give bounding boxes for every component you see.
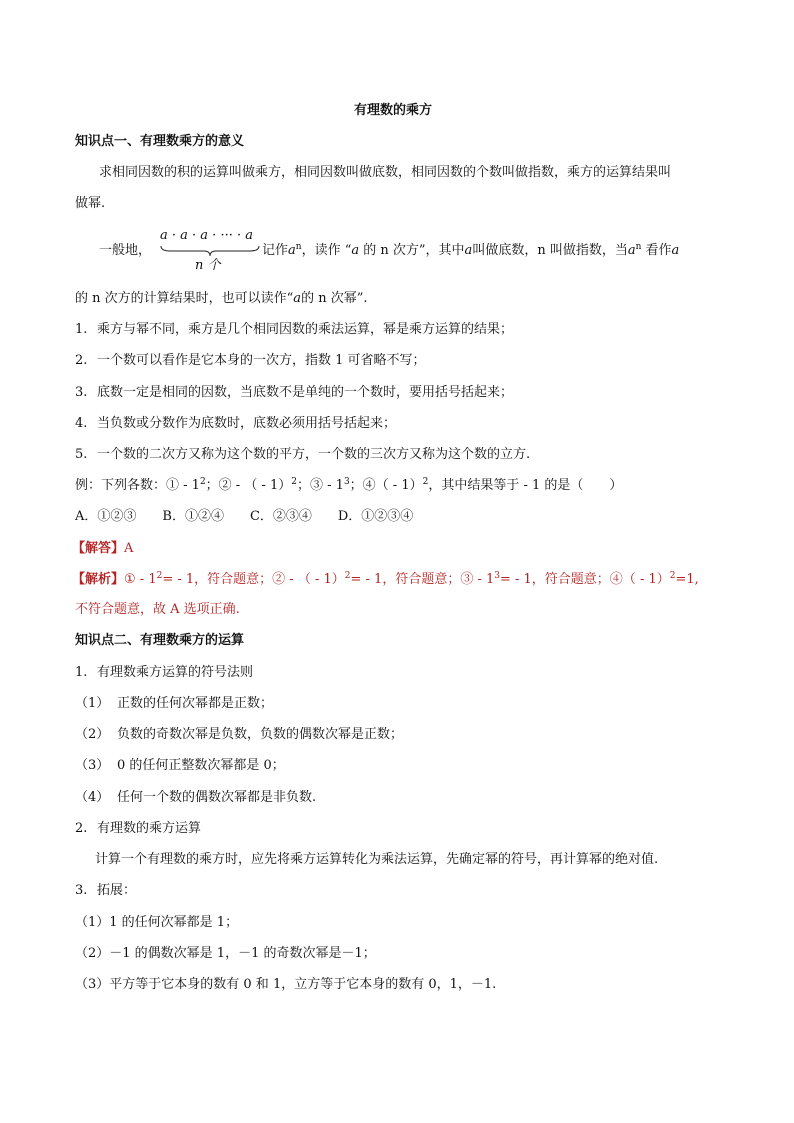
answer-value: A: [124, 541, 134, 556]
analysis-line-2: 不符合题意，故 A 选项正确.: [75, 602, 240, 617]
sub3-title: 3. 拓展：: [75, 883, 137, 898]
list-item: 2. 一个数可以看作是它本身的一次方，指数 1 可省略不写；: [75, 353, 426, 368]
extension-item: （2）－1 的偶数次幂是 1，－1 的奇数次幂是－1；: [75, 946, 376, 961]
list-item: 4. 当负数或分数作为底数时，底数必须用括号括起来；: [75, 416, 397, 431]
rule-item: （1） 正数的任何次幂都是正数；: [75, 696, 274, 711]
sub2-title: 2. 有理数的乘方运算: [75, 821, 202, 836]
rule-item: （3） 0 的任何正整数次幂都是 0；: [75, 758, 285, 773]
repeated-factors: a · a · a · ··· · a: [160, 228, 253, 243]
rule-item: （4） 任何一个数的偶数次幂都是非负数.: [75, 790, 317, 805]
definition-line-1: 求相同因数的积的运算叫做乘方，相同因数叫做底数，相同因数的个数叫做指数，乘方的运算结果叫: [99, 165, 672, 180]
definition-line-2: 做幂.: [75, 196, 106, 211]
example-question: 例：下列各数：① - $1^2$；② - （ - 1）$^2$；③ - $1^3$；④（ - 1）$^2$，其中结果等于 - 1 的是（ ）: [75, 477, 623, 493]
general-prefix: 一般地，: [99, 243, 152, 258]
analysis-label: 【解析】: [72, 572, 125, 587]
page-title: 有理数的乘方: [354, 103, 433, 118]
list-item: 5. 一个数的二次方又称为这个数的平方，一个数的三次方又称为这个数的立方.: [75, 447, 531, 462]
general-definition-cont: 的 n 次方的计算结果时，也可以读作“a的 n 次幂”.: [75, 291, 368, 306]
extension-item: （1）1 的任何次幂都是 1；: [75, 915, 239, 930]
extension-item: （3）平方等于它本身的数有 0 和 1，立方等于它本身的数有 0，1，－1.: [75, 977, 497, 992]
general-definition: 记作$a^n$，读作 “a 的 n 次方”，其中a叫做底数，n 叫做指数，当$a^n$ 看作a: [262, 242, 680, 258]
list-item: 3. 底数一定是相同的因数，当底数不是单纯的一个数时，要用括号括起来；: [75, 385, 514, 400]
example-options: A．①②③ B．①②④ C．②③④ D．①②③④: [75, 509, 414, 524]
sub2-text: 计算一个有理数的乘方时，应先将乘方运算转化为乘法运算，先确定幂的符号，再计算幂的绝对值.: [95, 852, 659, 867]
analysis-line-1: 【解析】① - $1^2= - 1$，符合题意；② - （ - 1）$^2$= - 1，符合题意；③ - $1^3= - 1$，符合题意；④（ - 1）$^2$=1,: [72, 571, 699, 587]
list-item: 1. 乘方与幂不同，乘方是几个相同因数的乘法运算，幂是乘方运算的结果；: [75, 322, 514, 337]
section2-heading: 知识点二、有理数乘方的运算: [75, 633, 245, 648]
section1-heading: 知识点一、有理数乘方的意义: [75, 134, 245, 149]
answer-line: [72, 540, 133, 558]
answer-label: 【解答】: [72, 541, 125, 556]
rule-item: （2） 负数的奇数次幂是负数，负数的偶数次幂是正数；: [75, 727, 404, 742]
sub1-title: 1. 有理数乘方运算的符号法则: [75, 665, 254, 680]
n-factors-brace: [160, 228, 260, 274]
n-count-label: n 个: [195, 258, 221, 273]
